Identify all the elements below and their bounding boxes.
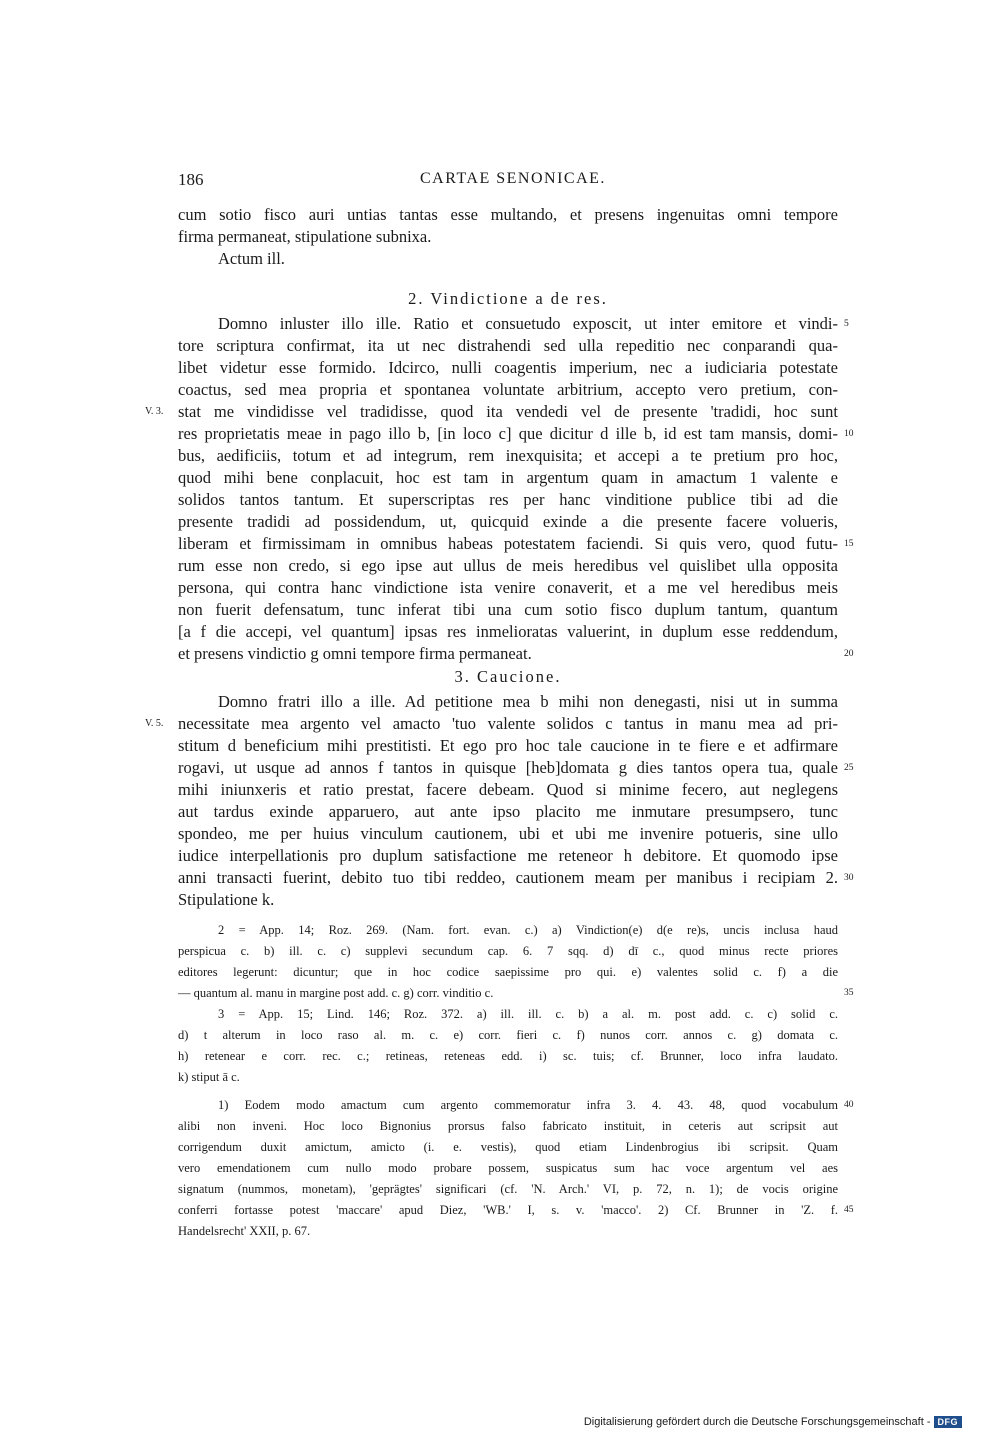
footnote-line: corrigendum duxit amictum, amicto (i. e. vestis), quod etiam Lindenbrogius ibi scripsit. Quam <box>178 1140 838 1154</box>
text-line: solidos tantos tantum. Et superscriptas res per hanc vinditione publice tibi ad die <box>178 490 838 509</box>
section-2-heading: 2. Vindictione a de res. <box>408 289 608 308</box>
margin-note: V. 3. <box>145 406 164 417</box>
intro-text <box>178 204 838 270</box>
text-line: stitum d beneficium mihi prestitisti. Et ego pro hoc tale caucione in te fiere e et adfirmare <box>178 736 838 755</box>
apparatus-line: h) retenear e corr. rec. c.; retineas, reteneas edd. i) sc. tuis; cf. Brunner, loco infra laudato. <box>178 1049 838 1063</box>
credit-text: Digitalisierung gefördert durch die Deutsche Forschungsgemeinschaft - <box>583 1416 931 1428</box>
apparatus-line: d) t alterum in loco raso al. m. c. e) corr. fieri c. f) nunos corr. annos c. g) domata c. <box>178 1028 838 1042</box>
line-number: 10 <box>844 429 854 439</box>
footnote-line: signatum (nummos, monetam), 'geprägtes' significari (cf. 'N. Arch.' VI, p. 72, n. 1); de vocis origine <box>178 1182 838 1196</box>
footnote-line: Handelsrecht' XXII, p. 67. <box>178 1224 311 1238</box>
footnotes <box>178 1095 838 1242</box>
footnote-line: 1) Eodem modo amactum cum argento commemoratur infra 3. 4. 43. 48, quod vocabulum <box>218 1098 838 1112</box>
text-line: Domno fratri illo a ille. Ad petitione mea b mihi non denegasti, nisi ut in summa <box>218 692 838 711</box>
line-number: 15 <box>844 539 854 549</box>
line-number: 45 <box>844 1205 854 1215</box>
text-line: presente tradidi ad possidendum, ut, quicquid exinde a die presente facere volueris, <box>178 512 838 531</box>
section-2-body <box>178 313 838 665</box>
footnote-line: alibi non inveni. Hoc loco Bignonius prorsus falso fabricato instituit, in ceteris aut scripsit aut <box>178 1119 838 1133</box>
text-line: res proprietatis meae in pago illo b, [in loco c] que dicitur d ille b, id est tam mansis, domi- <box>178 424 838 443</box>
text-line: anni transacti fuerint, debito tuo tibi reddeo, cautionem meam per manibus i recipiam 2. <box>178 868 838 887</box>
text-line: Actum ill. <box>218 249 285 268</box>
text-line: cum sotio fisco auri untias tantas esse multando, et presens ingenuitas omni tempore <box>178 205 838 224</box>
text-line: coactus, sed mea propria et spontanea voluntate arbitrium, accepto vero pretium, con- <box>178 380 838 399</box>
text-line: quod mihi bene conplacuit, hoc est tam in argentum quam in amactum 1 valente e <box>178 468 838 487</box>
text-line: [a f die accepi, vel quantum] ipsas res inmelioratas valuerint, in duplum esse reddendum, <box>178 622 838 641</box>
dfg-logo: DFG <box>934 1416 963 1428</box>
apparatus-line: k) stiput ā c. <box>178 1070 240 1084</box>
apparatus-line: 3 = App. 15; Lind. 146; Roz. 372. a) ill. ill. c. b) a al. m. post add. c. c) solid c. <box>218 1007 838 1021</box>
text-line: et presens vindictio g omni tempore firma permaneat. <box>178 644 532 663</box>
apparatus-line: perspicua c. b) ill. c. c) supplevi secundum cap. 6. 7 sqq. d) dī c., quod minus recte priores <box>178 944 838 958</box>
footnote-line: vero emendationem cum nullo modo probare possem, suspicatus sum hac voce argentum vel aes <box>178 1161 838 1175</box>
text-line: spondeo, me per huius vinculum cautionem, ubi et ubi me invenire potueris, sine ullo <box>178 824 838 843</box>
line-number: 25 <box>844 763 854 773</box>
text-line: mihi iniunxeris et ratio prestat, facere debeam. Quod si minime fecero, aut neglegens <box>178 780 838 799</box>
digitization-credit <box>584 1416 962 1428</box>
text-line: Stipulatione k. <box>178 890 275 909</box>
text-line: rogavi, ut usque ad annos f tantos in quisque [heb]domata g dies tantos opera tua, quale <box>178 758 838 777</box>
apparatus-line: editores legerunt: dicuntur; que in hoc codice saepissime pro qui. e) valentes solid c. f) a die <box>178 965 838 979</box>
margin-note: V. 5. <box>145 718 164 729</box>
text-line: libet videtur esse formido. Idcirco, nulli coagentis imperium, nec a iudiciaria potestate <box>178 358 838 377</box>
line-number: 40 <box>844 1100 854 1110</box>
text-line: iudice interpellationis pro duplum satisfactione me reteneor h debitore. Et quomodo ipse <box>178 846 838 865</box>
apparatus-line: 2 = App. 14; Roz. 269. (Nam. fort. evan. c.) a) Vindiction(e) d(e re)s, uncis inclusa haud <box>218 923 838 937</box>
text-line: stat me vindidisse vel tradidisse, quod ita vendedi vel de presente 'tradidi, hoc sunt <box>178 402 838 421</box>
text-line: persona, qui contra hanc vindictione ista venire conaverit, et a me vel heredibus meis <box>178 578 838 597</box>
text-line: Domno inluster illo ille. Ratio et consuetudo exposcit, ut inter emitore et vindi- <box>218 314 838 333</box>
line-number: 35 <box>844 988 854 998</box>
page-number: 186 <box>178 170 204 189</box>
text-line: aut tardus exinde apparuero, aut ante ipso placito me inmutare presumpsero, tunc <box>178 802 838 821</box>
line-number: 30 <box>844 873 854 883</box>
footnote-line: conferri fortasse potest 'maccare' apud Diez, 'WB.' I, s. v. 'macco'. 2) Cf. Brunner in 'Z. f. <box>178 1203 838 1217</box>
line-number: 5 <box>844 319 849 329</box>
text-line: rum esse non credo, si ego ipse aut ullus de meis heredibus vel quislibet ulla opposita <box>178 556 838 575</box>
line-number: 20 <box>844 649 854 659</box>
running-title: CARTAE SENONICAE. <box>420 170 606 187</box>
apparatus-line: — quantum al. manu in margine post add. c. g) corr. vinditio c. <box>178 986 494 1000</box>
text-line: bus, aedificiis, totum et ad integrum, rem inexquisita; et accepi a te pretium pro hoc, <box>178 446 838 465</box>
text-line: necessitate mea argento vel amacto 'tuo valente solidos c tantus in manu mea ad pri- <box>178 714 838 733</box>
text-line: firma permaneat, stipulatione subnixa. <box>178 227 432 246</box>
text-line: tore scriptura confirmat, ita ut nec distrahendi sed ulla repeditio nec conparandi qua- <box>178 336 838 355</box>
section-3-heading: 3. Caucione. <box>454 667 562 686</box>
text-line: liberam et firmissimam in omnibus habeas potestatem faciendi. Si quis vero, quod futu- <box>178 534 838 553</box>
section-3-body <box>178 691 838 911</box>
text-line: non fuerit defensatum, tunc inferat tibi una cum sotio fisco duplum tantum, quantum <box>178 600 838 619</box>
apparatus-criticus <box>178 920 838 1088</box>
